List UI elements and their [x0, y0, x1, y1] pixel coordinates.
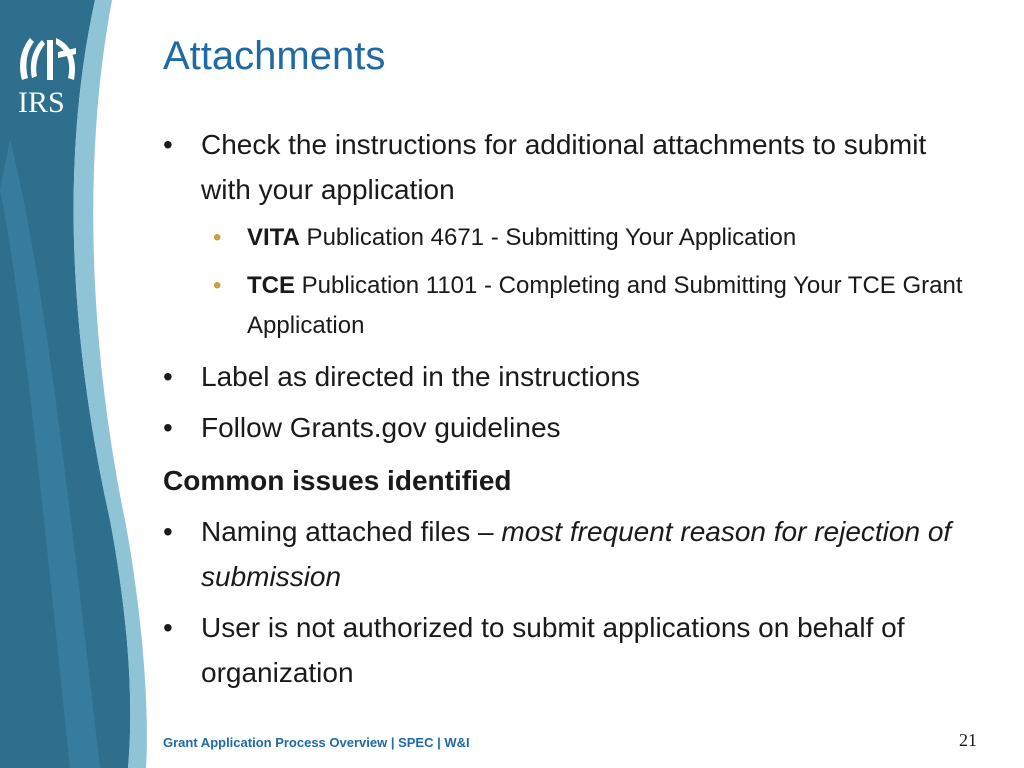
slide-title: Attachments: [163, 34, 386, 78]
bullet-item: [163, 405, 983, 450]
bullet-item: [163, 354, 983, 399]
sub-bullet-text: Publication 4671 - Submitting Your Application: [299, 224, 797, 251]
sub-bullet-item: [213, 266, 983, 346]
irs-eagle-logo-icon: [14, 30, 84, 86]
sub-bullet-label: VITA: [247, 224, 300, 251]
bullet-dot: •: [163, 361, 173, 392]
footer-text: Grant Application Process Overview | SPEC | W&I: [163, 735, 470, 750]
sub-bullet-item: [213, 218, 983, 258]
bullet-dot: •: [163, 516, 173, 547]
sub-bullet-dot: •: [213, 224, 222, 251]
bullet-item: [163, 122, 983, 212]
issue-item: [163, 509, 983, 599]
issue-text: User is not authorized to submit applications on behalf of organization: [201, 612, 905, 688]
slide-content: [163, 122, 983, 701]
section-heading: Common issues identified: [163, 465, 512, 496]
bullet-dot: •: [163, 129, 173, 160]
issue-emphasis: most frequent reason for rejection of submission: [201, 516, 952, 592]
sub-bullet-dot: •: [213, 272, 222, 299]
sub-bullet-label: TCE: [247, 272, 295, 299]
issue-text: Naming attached files –: [201, 516, 502, 547]
issue-item: [163, 605, 983, 695]
bullet-dot: •: [163, 612, 173, 643]
bullet-text: Label as directed in the instructions: [201, 361, 640, 392]
bullet-dot: •: [163, 412, 173, 443]
sub-bullet-text: Publication 1101 - Completing and Submitting Your TCE Grant Application: [247, 272, 963, 339]
bullet-text: Check the instructions for additional attachments to submit with your application: [201, 129, 927, 205]
irs-logo-text: IRS: [18, 86, 65, 119]
bullet-text: Follow Grants.gov guidelines: [201, 412, 561, 443]
page-number: 21: [959, 730, 977, 750]
